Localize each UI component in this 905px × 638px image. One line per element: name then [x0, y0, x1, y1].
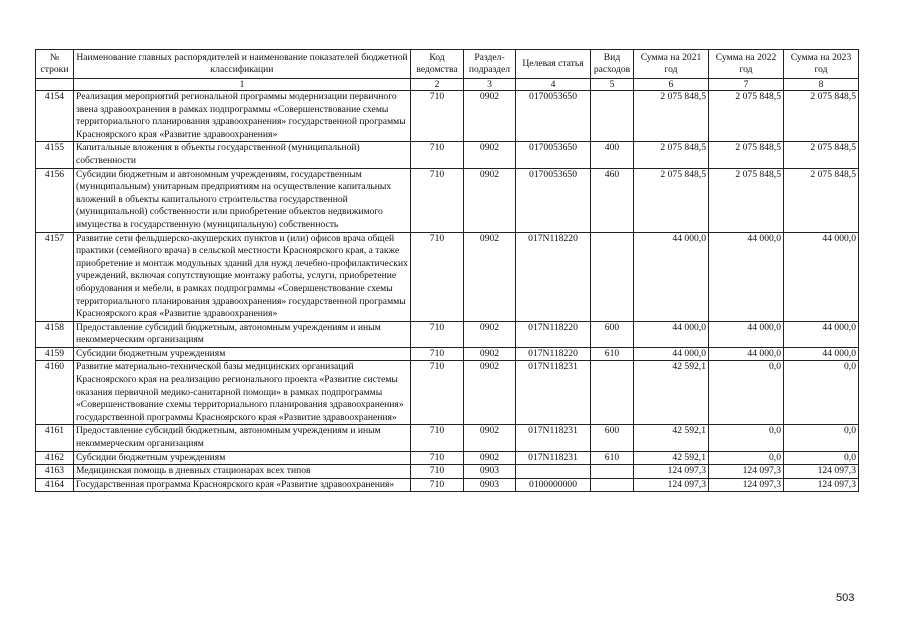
- column-number: 2: [411, 79, 464, 91]
- row-dept-code: 710: [411, 347, 464, 361]
- row-expense-type: 610: [591, 347, 634, 361]
- budget-table: [35, 49, 859, 492]
- column-number: 5: [591, 79, 634, 91]
- column-number: 7: [709, 79, 784, 91]
- row-sum-2021: 42 592,1: [634, 425, 709, 451]
- row-name: Реализация мероприятий региональной программы модернизации первичного звена здравоохранения в рамках подпрограммы «Совершенствование схемы территориального планирования здравоохранения» государственной программы Красноярского края «Развитие здравоохранения»: [74, 91, 411, 142]
- row-target: 017N118231: [516, 425, 591, 451]
- row-dept-code: 710: [411, 425, 464, 451]
- row-name: Субсидии бюджетным учреждениям: [74, 451, 411, 465]
- row-name: Субсидии бюджетным учреждениям: [74, 347, 411, 361]
- row-sum-2021: 2 075 848,5: [634, 142, 709, 168]
- row-target: 017N118220: [516, 321, 591, 347]
- row-sum-2022: 44 000,0: [709, 321, 784, 347]
- row-sum-2023: 2 075 848,5: [784, 142, 859, 168]
- row-target: 0170053650: [516, 142, 591, 168]
- table-row: [36, 232, 859, 321]
- row-number: 4161: [36, 425, 74, 451]
- table-row: [36, 465, 859, 479]
- row-sum-2021: 44 000,0: [634, 321, 709, 347]
- row-dept-code: 710: [411, 465, 464, 479]
- row-target: 017N118231: [516, 451, 591, 465]
- row-sum-2023: 44 000,0: [784, 321, 859, 347]
- header-name: Наименование главных распорядителей и наименование показателей бюджетной классификации: [74, 50, 411, 79]
- row-section: 0902: [464, 361, 516, 425]
- row-sum-2021: 2 075 848,5: [634, 91, 709, 142]
- row-sum-2021: 124 097,3: [634, 478, 709, 492]
- row-section: 0903: [464, 465, 516, 479]
- row-target: 017N118220: [516, 232, 591, 321]
- row-expense-type: [591, 361, 634, 425]
- header-sum-2023: Сумма на 2023 год: [784, 50, 859, 79]
- row-number: 4162: [36, 451, 74, 465]
- row-sum-2023: 0,0: [784, 361, 859, 425]
- row-name: Капитальные вложения в объекты государственной (муниципальной) собственности: [74, 142, 411, 168]
- row-sum-2021: 42 592,1: [634, 451, 709, 465]
- row-dept-code: 710: [411, 451, 464, 465]
- row-sum-2021: 44 000,0: [634, 232, 709, 321]
- row-section: 0902: [464, 425, 516, 451]
- row-sum-2022: 0,0: [709, 425, 784, 451]
- row-dept-code: 710: [411, 168, 464, 232]
- row-dept-code: 710: [411, 361, 464, 425]
- row-name: Медицинская помощь в дневных стационарах всех типов: [74, 465, 411, 479]
- row-sum-2022: 0,0: [709, 361, 784, 425]
- row-name: Развитие материально-технической базы медицинских организаций Красноярского края на реализацию регионального проекта «Развитие системы оказания первичной медико-санитарной помощи» в рамках подпрограммы «Совершенствование схемы территориального планирования здравоохранения» государственной программы Красноярского края «Развитие здравоохранения»: [74, 361, 411, 425]
- header-target: Целевая статья: [516, 50, 591, 79]
- table-row: [36, 347, 859, 361]
- row-sum-2023: 2 075 848,5: [784, 168, 859, 232]
- row-number: 4163: [36, 465, 74, 479]
- row-section: 0902: [464, 347, 516, 361]
- row-target: 0100000000: [516, 478, 591, 492]
- row-sum-2021: 2 075 848,5: [634, 168, 709, 232]
- row-dept-code: 710: [411, 142, 464, 168]
- row-section: 0902: [464, 168, 516, 232]
- row-name: Предоставление субсидий бюджетным, автономным учреждениям и иным некоммерческим организациям: [74, 321, 411, 347]
- page-number: 503: [836, 592, 855, 604]
- row-sum-2022: 124 097,3: [709, 465, 784, 479]
- header-row-no: № строки: [36, 50, 74, 79]
- row-name: Развитие сети фельдшерско-акушерских пунктов и (или) офисов врача общей практики (семейного врача) в сельской местности Красноярского края, а также приобретение и монтаж модульных зданий для нужд лечебно-профилактических учреждений, включая сопутствующие монтажу работы, услуги, приобретение оборудования и мебели, в рамках подпрограммы «Совершенствование схемы территориального планирования здравоохранения» государственной программы Красноярского края «Развитие здравоохранения»: [74, 232, 411, 321]
- row-sum-2023: 44 000,0: [784, 232, 859, 321]
- row-sum-2023: 44 000,0: [784, 347, 859, 361]
- row-number: 4157: [36, 232, 74, 321]
- row-sum-2022: 2 075 848,5: [709, 142, 784, 168]
- row-sum-2022: 44 000,0: [709, 232, 784, 321]
- row-dept-code: 710: [411, 478, 464, 492]
- row-sum-2021: 44 000,0: [634, 347, 709, 361]
- table-row: [36, 142, 859, 168]
- column-number-row: [36, 79, 859, 91]
- table-row: [36, 361, 859, 425]
- table-header-row: [36, 50, 859, 79]
- row-sum-2023: 2 075 848,5: [784, 91, 859, 142]
- header-section: Раздел-подраздел: [464, 50, 516, 79]
- table-row: [36, 478, 859, 492]
- row-sum-2023: 124 097,3: [784, 478, 859, 492]
- row-target: 017N118220: [516, 347, 591, 361]
- table-row: [36, 168, 859, 232]
- header-sum-2022: Сумма на 2022 год: [709, 50, 784, 79]
- row-number: 4158: [36, 321, 74, 347]
- table-row: [36, 425, 859, 451]
- table-row: [36, 451, 859, 465]
- row-name: Предоставление субсидий бюджетным, автономным учреждениям и иным некоммерческим организациям: [74, 425, 411, 451]
- column-number: 3: [464, 79, 516, 91]
- row-section: 0902: [464, 91, 516, 142]
- row-section: 0902: [464, 321, 516, 347]
- row-name: Государственная программа Красноярского края «Развитие здравоохранения»: [74, 478, 411, 492]
- row-target: 0170053650: [516, 168, 591, 232]
- header-dept-code: Код ведомства: [411, 50, 464, 79]
- column-number: 1: [74, 79, 411, 91]
- row-dept-code: 710: [411, 232, 464, 321]
- row-sum-2022: 2 075 848,5: [709, 168, 784, 232]
- header-expense-type: Вид расходов: [591, 50, 634, 79]
- table-row: [36, 91, 859, 142]
- row-expense-type: [591, 465, 634, 479]
- row-section: 0902: [464, 451, 516, 465]
- row-expense-type: 460: [591, 168, 634, 232]
- column-number: [36, 79, 74, 91]
- row-number: 4155: [36, 142, 74, 168]
- row-sum-2022: 0,0: [709, 451, 784, 465]
- row-sum-2022: 124 097,3: [709, 478, 784, 492]
- row-target: 0170053650: [516, 91, 591, 142]
- row-sum-2022: 44 000,0: [709, 347, 784, 361]
- row-number: 4164: [36, 478, 74, 492]
- row-name: Субсидии бюджетным и автономным учреждениям, государственным (муниципальным) унитарным предприятиям на осуществление капитальных вложений в объекты капитального строительства государственной (муниципальной) собственности или приобретение объектов недвижимого имущества в государственную (муниципальную) собственность: [74, 168, 411, 232]
- row-expense-type: 600: [591, 321, 634, 347]
- row-sum-2023: 0,0: [784, 451, 859, 465]
- column-number: 8: [784, 79, 859, 91]
- row-target: [516, 465, 591, 479]
- table-body: [36, 91, 859, 492]
- row-expense-type: [591, 232, 634, 321]
- row-expense-type: 610: [591, 451, 634, 465]
- table-row: [36, 321, 859, 347]
- row-number: 4160: [36, 361, 74, 425]
- row-expense-type: [591, 478, 634, 492]
- row-number: 4156: [36, 168, 74, 232]
- row-expense-type: 400: [591, 142, 634, 168]
- row-section: 0902: [464, 142, 516, 168]
- row-sum-2021: 124 097,3: [634, 465, 709, 479]
- column-number: 4: [516, 79, 591, 91]
- row-dept-code: 710: [411, 321, 464, 347]
- row-dept-code: 710: [411, 91, 464, 142]
- row-section: 0902: [464, 232, 516, 321]
- column-number: 6: [634, 79, 709, 91]
- row-target: 017N118231: [516, 361, 591, 425]
- row-expense-type: [591, 91, 634, 142]
- row-sum-2022: 2 075 848,5: [709, 91, 784, 142]
- header-sum-2021: Сумма на 2021 год: [634, 50, 709, 79]
- row-sum-2023: 0,0: [784, 425, 859, 451]
- row-section: 0903: [464, 478, 516, 492]
- row-expense-type: 600: [591, 425, 634, 451]
- row-sum-2021: 42 592,1: [634, 361, 709, 425]
- row-number: 4154: [36, 91, 74, 142]
- row-number: 4159: [36, 347, 74, 361]
- row-sum-2023: 124 097,3: [784, 465, 859, 479]
